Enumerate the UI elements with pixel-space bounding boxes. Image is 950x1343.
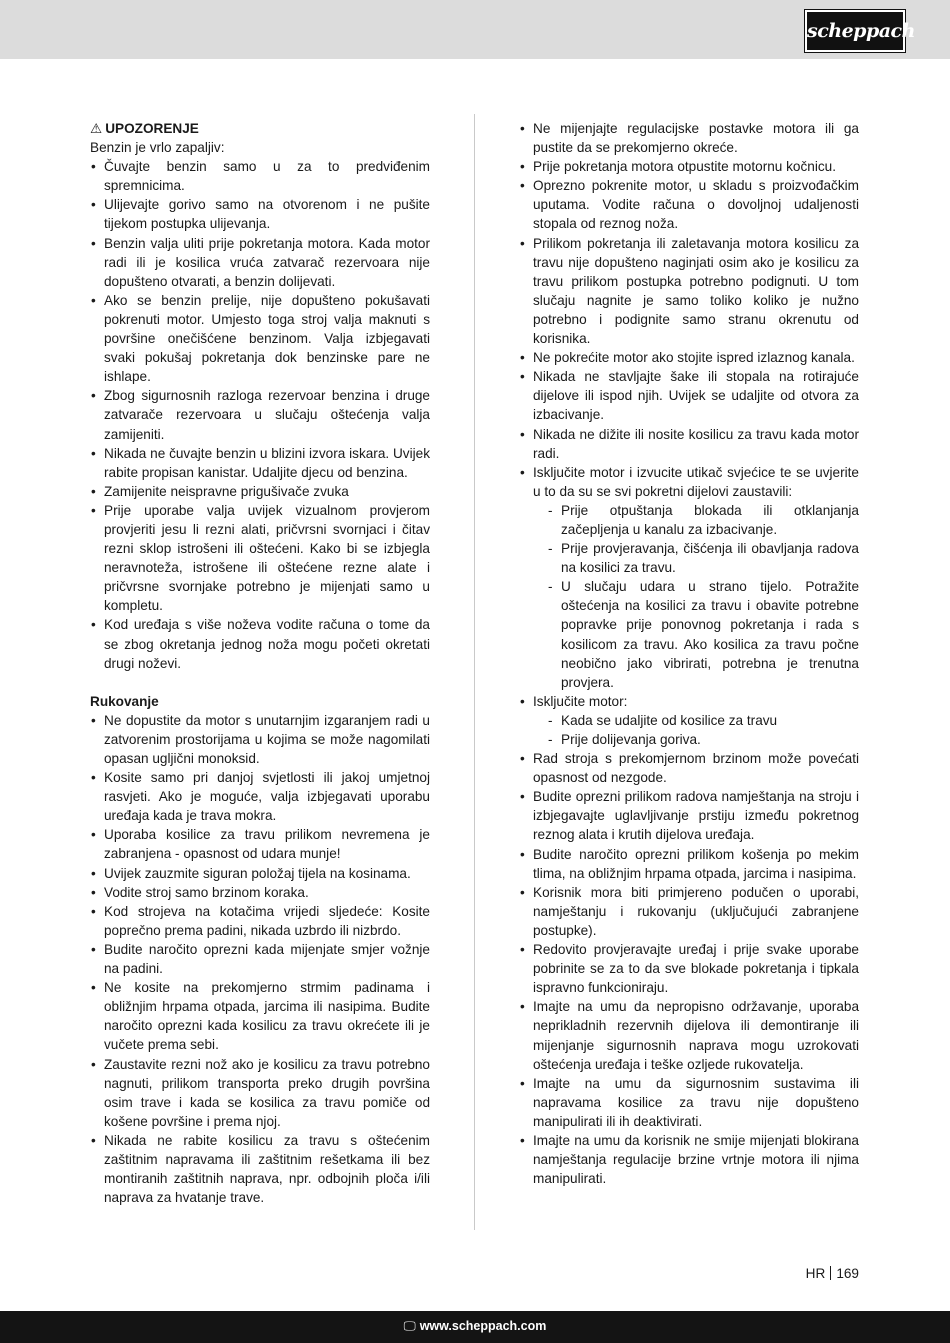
motor-off-sublist: [533, 711, 859, 749]
footer-bar: [0, 1311, 950, 1343]
list-item: • Prije pokretanja motora otpustite motornu kočnicu.: [519, 157, 859, 176]
monitor-icon: 🖵: [403, 1319, 416, 1333]
list-item: • Imajte na umu da nepropisno održavanje, uporaba neprikladnih rezervnih dijelova ili demontiranje ili mijenjanje sigurnosnih naprava mogu uzrokovati oštećenja uređaja i teške ozljede rukovatelja.: [519, 997, 859, 1073]
motor-off-text: Isključite motor:: [533, 693, 628, 709]
list-item: • Ne pokrećite motor ako stojite ispred izlaznog kanala.: [519, 348, 859, 367]
list-item: • Ako se benzin prelije, nije dopušteno pokušavati pokrenuti motor. Umjesto toga stroj valja maknuti s površine onečišćene benzinom. Valja izbjegavati svaki pokušaj pokretanja dok benzinske pare ne ishlape.: [90, 291, 430, 386]
list-item: • Zbog sigurnosnih razloga rezervoar benzina i druge zatvarače rezervoara u slučaju oštećenja valja zamijeniti.: [90, 386, 430, 443]
page-number: [806, 1264, 859, 1283]
list-item: • Prije uporabe valja uvijek vizualnom provjerom provjeriti jesu li rezni alati, pričvrsni svornjaci i čitav rezni sklop istrošeni ili oštećeni. Kako bi se izbjegla neravnoteža, istrošene ili oštećene rezne alate i pričvrsne svornjake potrebno je mijenjati samo u kompletu.: [90, 501, 430, 616]
top-bar: [0, 0, 950, 59]
list-item: • Nikada ne dižite ili nosite kosilicu za travu kada motor radi.: [519, 425, 859, 463]
list-item: • Nikada ne rabite kosilicu za travu s oštećenim zaštitnim napravama ili zaštitnim rešetkama ili bez montiranih zaštitnih naprava, npr. odbojnih ploča i/ili naprava za hvatanje trave.: [90, 1131, 430, 1207]
list-item: • Oprezno pokrenite motor, u skladu s proizvođačkim uputama. Vodite računa o dovoljnoj udaljenosti stopala od reznog noža.: [519, 176, 859, 233]
list-item: • Zaustavite rezni nož ako je kosilicu za travu potrebno nagnuti, prilikom transporta preko drugih površina osim trave i kada se kosilica za travu pomiče od košene površine i prema njoj.: [90, 1055, 430, 1131]
list-item: • Čuvajte benzin samo u za to predviđenim spremnicima.: [90, 157, 430, 195]
left-column: [90, 119, 430, 1207]
list-item-unplug: [519, 463, 859, 692]
list-item: • Korisnik mora biti primjereno podučen o uporabi, namještanju i rukovanju (uključujući zabranjene postupke).: [519, 883, 859, 940]
list-item-motor-off: [519, 692, 859, 749]
right-column: [519, 119, 859, 1188]
list-item: • Uporaba kosilice za travu prilikom nevremena je zabranjena - opasnost od udara munje!: [90, 825, 430, 863]
list-item: • Rad stroja s prekomjernom brzinom može povećati opasnost od nezgode.: [519, 749, 859, 787]
list-item: • Imajte na umu da sigurnosnim sustavima ili napravama kosilice za travu nije dopušteno manipulirati ili ih deaktivirati.: [519, 1074, 859, 1131]
sub-list-item: - Kada se udaljite od kosilice za travu: [547, 711, 859, 730]
list-item: • Budite naročito oprezni kada mijenjate smjer vožnje na padini.: [90, 940, 430, 978]
list-item: • Ne dopustite da motor s unutarnjim izgaranjem radi u zatvorenim prostorijama u kojima se može nagomilati opasan ugljični monoksid.: [90, 711, 430, 768]
list-item: • Ne kosite na prekomjerno strmim padinama i obližnjim hrpama otpada, jarcima ili nasipima. Budite naročito oprezni kada kosilicu za travu okrećete ili je vučete prema sebi.: [90, 978, 430, 1054]
warning-title: UPOZORENJE: [105, 121, 199, 136]
list-item: • Redovito provjeravajte uređaj i prije svake uporabe pobrinite se za to da sve blokade pokretanja i tipkala ispravno funkcioniraju.: [519, 940, 859, 997]
page-separator: [830, 1266, 831, 1280]
column-divider: [474, 114, 475, 1230]
list-item: • Ulijevajte gorivo samo na otvorenom i ne pušite tijekom postupka ulijevanja.: [90, 195, 430, 233]
warning-intro: Benzin je vrlo zapaljiv:: [90, 140, 225, 156]
list-item: • Prilikom pokretanja ili zaletavanja motora kosilicu za travu nije dopušteno naginjati osim ako je kosilicu za travu prilikom postupka potrebno podignuti. U tom slučaju nagnite je samo toliko koliko je nužno potrebno i podignite samo stranu okrenutu od korisnika.: [519, 234, 859, 349]
handling-list: [90, 711, 430, 1207]
footer-url[interactable]: www.scheppach.com: [419, 1319, 547, 1333]
list-item: • Nikada ne čuvajte benzin u blizini izvora iskara. Uvijek rabite propisan kanistar. Udaljite djecu od benzina.: [90, 444, 430, 482]
page-number-value: 169: [836, 1266, 859, 1281]
list-item: • Kod uređaja s više noževa vodite računa o tome da se zbog okretanja jednog noža mogu početi okretati drugi noževi.: [90, 615, 430, 672]
list-item: • Zamijenite neispravne prigušivače zvuka: [90, 482, 430, 501]
list-item: • Nikada ne stavljajte šake ili stopala na rotirajuće dijelove ili ispod njih. Uvijek se udaljite od otvora za izbacivanje.: [519, 367, 859, 424]
warning-list: [90, 157, 430, 673]
list-item: • Kosite samo pri danjoj svjetlosti ili jakoj umjetnoj rasvjeti. Ako je moguće, valja izbjegavati uporabu uređaja kada je trava mokra.: [90, 768, 430, 825]
list-item: • Benzin valja uliti prije pokretanja motora. Kada motor radi ili je kosilica vruća zatvarač rezervoara nije dopušteno otvarati, a benzin dolijevati.: [90, 234, 430, 291]
scheppach-logo: scheppach: [805, 10, 905, 52]
unplug-text: Isključite motor i izvucite utikač svjećice te se uvjerite u to da su se svi pokretni dijelovi zaustavili:: [533, 464, 859, 499]
warning-triangle-icon: ⚠: [90, 121, 103, 136]
section-title-handling: Rukovanje: [90, 693, 159, 709]
list-item: • Imajte na umu da korisnik ne smije mijenjati blokirana namještanja regulacije brzine vrtnje motora ili njima manipulirati.: [519, 1131, 859, 1188]
sub-list-item: - Prije otpuštanja blokada ili otklanjanja začepljenja u kanalu za izbacivanje.: [547, 501, 859, 539]
warning-heading: [90, 119, 430, 138]
sub-list-item: - U slučaju udara u strano tijelo. Potražite oštećenja na kosilici za travu i obavite potrebne popravke prije ponovnog pokretanja i rada s kosilicom za travu. Ako kosilica za travu počne neobično jako vibrirati, potrebna je trenutna provjera.: [547, 577, 859, 692]
list-item: • Vodite stroj samo brzinom koraka.: [90, 883, 430, 902]
list-item: • Kod strojeva na kotačima vrijedi sljedeće: Kosite poprečno prema padini, nikada uzbrdo ili nizbrdo.: [90, 902, 430, 940]
list-item: • Uvijek zauzmite siguran položaj tijela na kosinama.: [90, 864, 430, 883]
list-item: • Budite naročito oprezni prilikom košenja po mekim tlima, na obližnjim hrpama otpada, jarcima i nasipima.: [519, 845, 859, 883]
list-item: • Ne mijenjajte regulacijske postavke motora ili ga pustite da se prekomjerno okreće.: [519, 119, 859, 157]
page-language: HR: [805, 1266, 826, 1281]
sub-list-item: - Prije provjeravanja, čišćenja ili obavljanja radova na kosilici za travu.: [547, 539, 859, 577]
unplug-sublist: [533, 501, 859, 692]
list-item: • Budite oprezni prilikom radova namještanja na stroju i izbjegavajte uglavljivanje prstiju između pokretnog reznog alata i krutih dijelova uređaja.: [519, 787, 859, 844]
right-list: [519, 119, 859, 1188]
sub-list-item: - Prije dolijevanja goriva.: [547, 730, 859, 749]
